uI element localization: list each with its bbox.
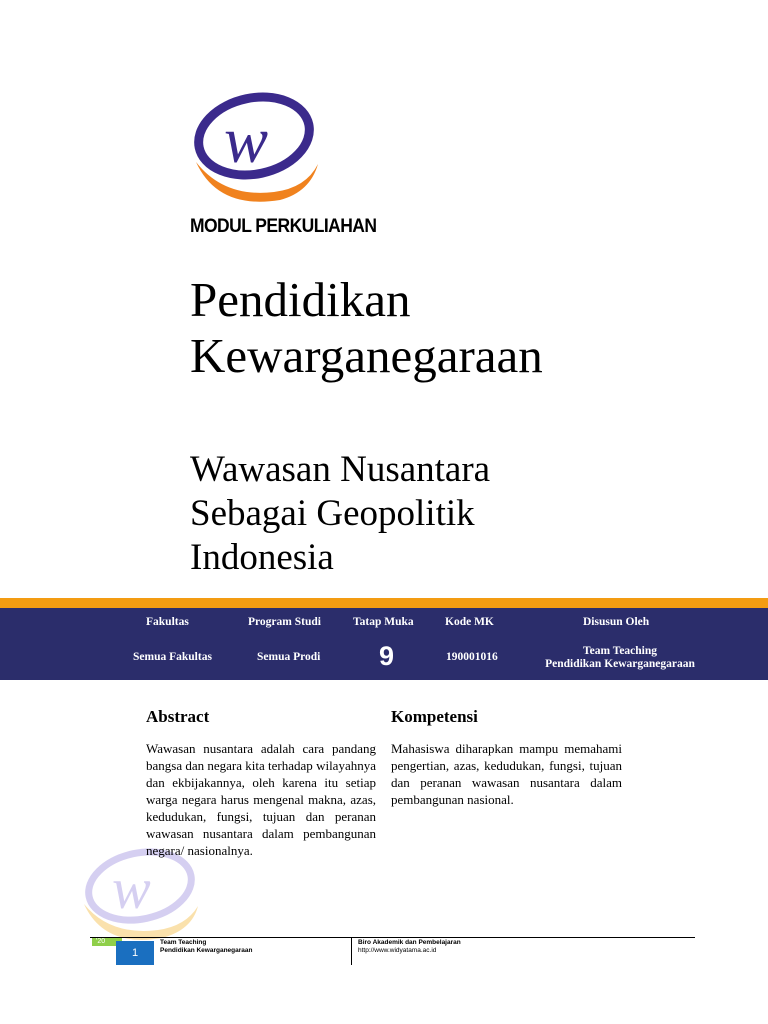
info-table [0, 608, 768, 680]
disusun-line: Pendidikan Kewarganegaraan [545, 658, 695, 670]
footer-right [358, 939, 461, 955]
subtitle-line: Sebagai Geopolitik [190, 493, 475, 534]
abstract-heading: Abstract [146, 707, 210, 726]
footer-url: http://www.widyatama.ac.id [358, 947, 437, 954]
footer-left [160, 939, 252, 955]
disusun-line: Team Teaching [582, 645, 658, 657]
value-fakultas: Semua Fakultas [133, 651, 212, 663]
title-line: Kewarganegaraan [190, 328, 543, 383]
kompetensi-text: Mahasiswa diharapkan mampu memahami pengertian, azas, kedudukan, fungsi, tujuan dan peranan wawasan nusantara dalam pembangunan nasional. [391, 741, 622, 807]
page-number: 1 [116, 941, 154, 965]
header-fakultas: Fakultas [146, 616, 189, 628]
header-disusun-oleh: Disusun Oleh [583, 616, 650, 628]
value-disusun-oleh [544, 645, 696, 671]
university-logo [188, 92, 320, 206]
header-tatap-muka: Tatap Muka [353, 616, 414, 628]
footer-left-line: Team Teaching [160, 939, 207, 946]
svg-text:w: w [224, 104, 269, 177]
year-badge: '20 [92, 938, 122, 946]
subtitle-line: Wawasan Nusantara [190, 449, 491, 490]
title-line: Pendidikan [190, 272, 411, 327]
subtitle-line: Indonesia [190, 537, 334, 578]
value-program-studi: Semua Prodi [257, 651, 321, 663]
value-kode-mk: 190001016 [446, 651, 498, 663]
footer-divider [90, 937, 695, 938]
watermark-logo [80, 848, 200, 942]
page-subtitle [190, 448, 490, 580]
footer-right-line: Biro Akademik dan Pembelajaran [358, 939, 461, 946]
kompetensi-heading: Kompetensi [391, 707, 478, 726]
header-kode-mk: Kode MK [445, 616, 494, 628]
abstract-text: Wawasan nusantara adalah cara pandang bangsa dan negara kita terhadap wilayahnya dan ekbijakannya, oleh karena itu setiap warga negara harus mengenal makna, azas, kedudukan, fungsi, tujuan dan peranan wawasan nusantara dalam pembangunan negara/ nasionalnya. [146, 741, 376, 858]
footer-separator [351, 937, 352, 965]
page-title [190, 272, 543, 384]
module-label: MODUL PERKULIAHAN [190, 216, 377, 237]
svg-text:w: w [112, 856, 151, 921]
orange-divider [0, 598, 768, 608]
footer-left-line: Pendidikan Kewarganegaraan [160, 947, 253, 954]
header-program-studi: Program Studi [248, 616, 321, 628]
value-tatap-muka: 9 [379, 641, 395, 671]
